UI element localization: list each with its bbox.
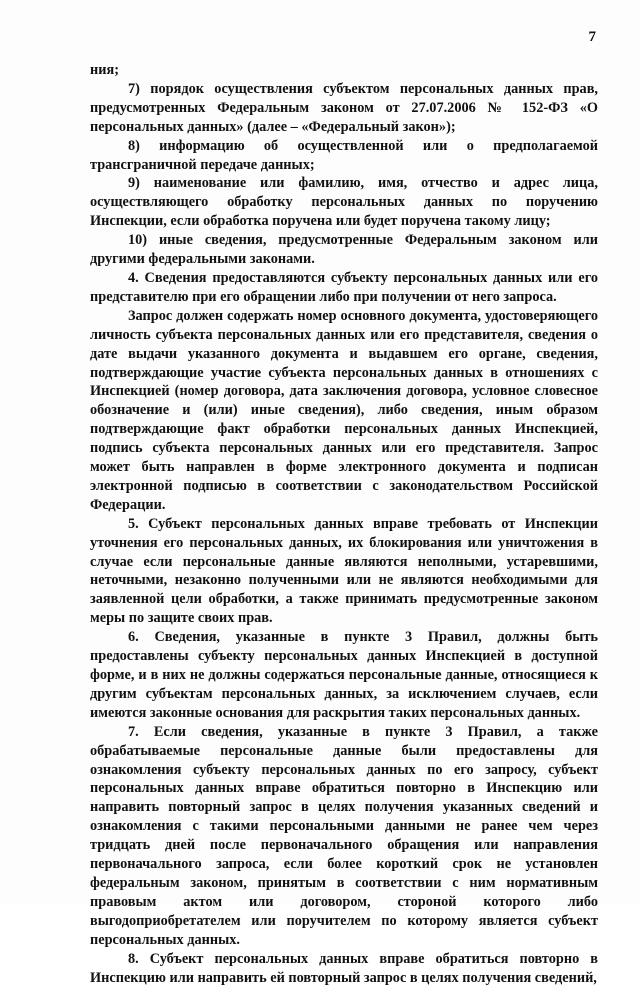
- paragraph-item-7: 7) порядок осуществления субъектом персональных данных прав, предусмотренных Федеральным законом от 27.07.2006 № 152-ФЗ «О персональных данных» (далее – «Федеральный закон»);: [90, 80, 598, 135]
- paragraph-item-8: 8) информацию об осуществленной или о предполагаемой трансграничной передаче данных;: [90, 137, 598, 173]
- paragraph-continuation: ния;: [90, 62, 119, 78]
- page-number: 7: [588, 29, 596, 45]
- paragraph-section-8: 8. Субъект персональных данных вправе обратиться повторно в Инспекцию или направить ей повторный запрос в целях получения сведений,: [90, 950, 598, 986]
- paragraph-section-7: 7. Если сведения, указанные в пункте 3 Правил, а также обрабатываемые персональные данные были предоставлены для ознакомления субъекту персональных данных по его запросу, субъект персональных данных вправе обратиться повторно в Инспекцию или направить повторный запрос в целях получения указанных сведений и ознакомления с такими персональными данными не ранее чем через тридцать дней после первоначального обращения или направления первоначального запроса, если более короткий срок не установлен федеральным законом, принятым в соответствии с ним нормативным правовым актом или договором, стороной которого либо выгодоприобретателем или поручителем по которому является субъект персональных данных.: [90, 723, 598, 948]
- paragraph-section-6: 6. Сведения, указанные в пункте 3 Правил, должны быть предоставлены субъекту персональных данных Инспекцией в доступной форме, и в них не должны содержаться персональные данные, относящиеся к другим субъектам персональных данных, за исключением случаев, если имеются законные основания для раскрытия таких персональных данных.: [90, 629, 598, 721]
- paragraph-section-4: 4. Сведения предоставляются субъекту персональных данных или его представителю при его обращении либо при получении от него запроса.: [90, 269, 598, 305]
- paragraph-item-9: 9) наименование или фамилию, имя, отчество и адрес лица, осуществляющего обработку персональных данных по поручению Инспекции, если обработка поручена или будет поручена такому лицу;: [90, 175, 598, 230]
- document-body: [90, 61, 598, 987]
- paragraph-request-requirements: Запрос должен содержать номер основного документа, удостоверяющего личность субъекта персональных данных или его представителя, сведения о дате выдачи указанного документа и выдавшем его органе, сведения, подтверждающие участие субъекта персональных данных в отношениях с Инспекцией (номер договора, дата заключения договора, условное словесное обозначение и (или) иные сведения), либо сведения, иным образом подтверждающие факт обработки персональных данных Инспекцией, подпись субъекта персональных данных или его представителя. Запрос может быть направлен в форме электронного документа и подписан электронной подписью в соответствии с законодательством Российской Федерации.: [90, 307, 598, 513]
- paragraph-section-5: 5. Субъект персональных данных вправе требовать от Инспекции уточнения его персональных данных, их блокирования или уничтожения в случае если персональные данные являются неполными, устаревшими, неточными, незаконно полученными или не являются необходимыми для заявленной цели обработки, а также принимать предусмотренные законом меры по защите своих прав.: [90, 515, 598, 627]
- paragraph-item-10: 10) иные сведения, предусмотренные Федеральным законом или другими федеральными законами.: [90, 232, 598, 268]
